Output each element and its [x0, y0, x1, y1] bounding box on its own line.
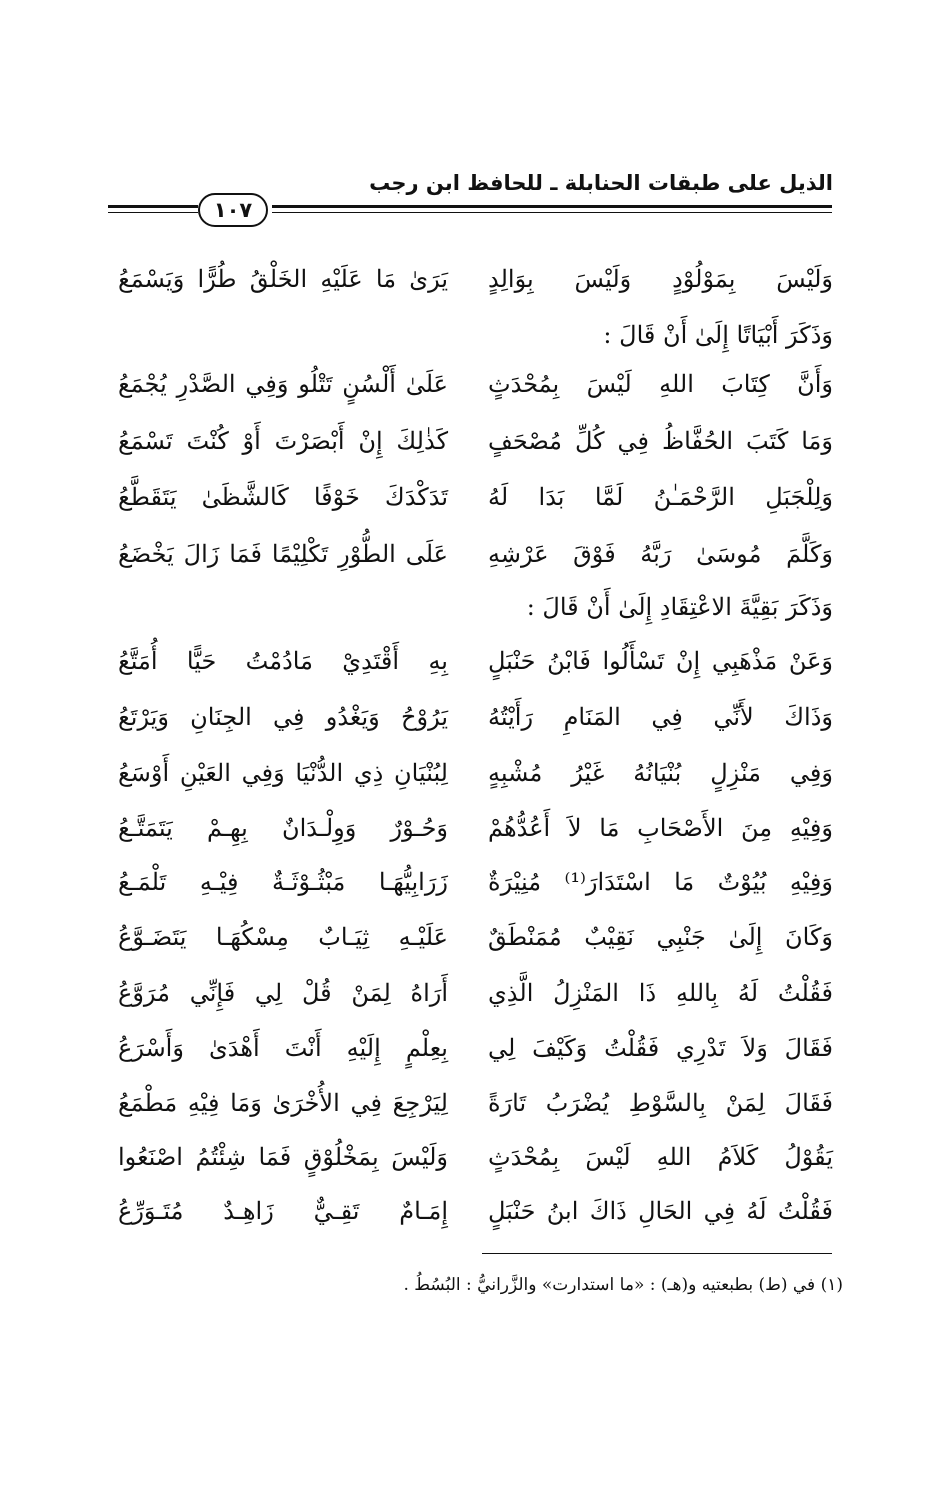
verse-second-hemistich: يَرُوْحُ وَيَغْدُو فِي الجِنَانِ وَيَرْتَعُ — [118, 703, 448, 731]
footnote: (١) في (ط) بطبعتيه و(هـ) : «ما استدارت» والزَّرانيُّ : البُسُطُ . — [403, 1275, 843, 1295]
verse-second-hemistich: لِيَرْجِعَ فِي الأُخْرَىٰ وَمَا فِيْهِ مَطْمَعُ — [118, 1089, 448, 1117]
verse-first-hemistich: وَفِيْهِ بُيُوْتٌ مَا اسْتَدَارَ⁽¹⁾ مُنِيْرَةٌ — [488, 868, 833, 896]
verse-second-hemistich: زَرَابِيُّهَـا مَبْثُـوْثَـةٌ فِيْـهِ تَلْمَـعُ — [118, 868, 448, 896]
verse-first-hemistich: فَقَالَ لِمَنْ بِالسَّوْطِ يُضْرَبُ تَارَةً — [488, 1089, 833, 1117]
verse-first-hemistich: وَكَلَّمَ مُوسَىٰ رَبَّهُ فَوْقَ عَرْشِهِ — [488, 540, 833, 568]
prose-line: وَذَكَرَ أَبْيَاتًا إِلَىٰ أَنْ قَالَ : — [603, 321, 833, 349]
page-number-badge: ١٠٧ — [198, 193, 268, 227]
verse-second-hemistich: بِهِ أَقْتَدِيْ مَادُمْتُ حَيًّا أُمَتَّعُ — [118, 647, 448, 675]
verse-second-hemistich: وَلَيْسَ بِمَخْلُوْقٍ فَمَا شِئْتُمُ اصْنَعُوا — [118, 1143, 448, 1171]
verse-first-hemistich: يَقُوْلُ كَلاَمُ اللهِ لَيْسَ بِمُحْدَثٍ — [488, 1143, 833, 1171]
running-header-title: الذيل على طبقات الحنابلة ـ للحافظ ابن رجب — [369, 171, 833, 195]
verse-second-hemistich: تَدَكْدَكَ خَوْفًا كَالشَّظَىٰ يَتَقَطَّعُ — [118, 483, 448, 511]
verse-second-hemistich: يَرَىٰ مَا عَلَيْهِ الخَلْقُ طُرًّا وَيَسْمَعُ — [118, 265, 448, 293]
verse-second-hemistich: وَحُـوْرٌ وَوِلْـدَانٌ بِهِـمْ يَتَمَتَّـعُ — [118, 814, 448, 842]
verse-second-hemistich: كَذٰلِكَ إِنْ أَبْصَرْتَ أَوْ كُنْتَ تَسْمَعُ — [118, 427, 448, 455]
verse-second-hemistich: بِعِلْمٍ إِلَيْهِ أَنْتَ أَهْدَىٰ وَأَسْرَعُ — [118, 1034, 448, 1062]
prose-line: وَذَكَرَ بَقِيَّةَ الاعْتِقَادِ إِلَىٰ أَنْ قَالَ : — [526, 593, 833, 621]
verse-first-hemistich: وَلِلْجَبَلِ الرَّحْمَـٰنُ لَمَّا بَدَا لَهُ — [488, 483, 833, 511]
verse-second-hemistich: عَلَيْـهِ ثِيَـابٌ مِسْكُهَـا يَتَضَـوَّعُ — [118, 923, 448, 951]
header-rule — [108, 205, 198, 208]
verse-first-hemistich: فَقَالَ وَلاَ تَدْرِي فَقُلْتُ وَكَيْفَ لِي — [488, 1034, 833, 1062]
verse-first-hemistich: فَقُلْتُ لَهُ فِي الحَالِ ذَاكَ ابنُ حَنْبَلٍ — [488, 1197, 833, 1225]
verse-second-hemistich: عَلَى الطُّوْرِ تَكْلِيْمًا فَمَا زَالَ يَخْضَعُ — [118, 540, 448, 568]
verse-first-hemistich: وَأَنَّ كِتَابَ اللهِ لَيْسَ بِمُحْدَثٍ — [488, 370, 833, 398]
verse-second-hemistich: عَلَىٰ أَلْسُنٍ تَتْلُو وَفِي الصَّدْرِ يُجْمَعُ — [118, 370, 448, 398]
header-rule — [272, 205, 832, 208]
verse-second-hemistich: لِبُنْيَانِ ذِي الدُّنْيَا وَفِي العَيْنِ أَوْسَعُ — [118, 759, 448, 787]
header-rule-thin — [272, 212, 832, 213]
footnote-separator — [482, 1253, 832, 1254]
verse-first-hemistich: وَفِيْهِ مِنَ الأَصْحَابِ مَا لاَ أَعُدُّهُمْ — [488, 814, 833, 842]
header-rule-thin — [108, 212, 198, 213]
verse-first-hemistich: وَلَيْسَ بِمَوْلُوْدٍ وَلَيْسَ بِوَالِدٍ — [488, 265, 833, 293]
verse-first-hemistich: وَفِي مَنْزِلٍ بُنْيَانُهُ غَيْرُ مُشْبِهٍ — [488, 759, 833, 787]
verse-second-hemistich: إِمَـامٌ تَقِـيٌّ زَاهِـدٌ مُتَـوَرِّعُ — [118, 1197, 448, 1225]
verse-first-hemistich: وَكَانَ إِلَىٰ جَنْبِي نَقِيْبٌ مُمَنْطَقٌ — [488, 923, 833, 951]
verse-second-hemistich: أَرَاهُ لِمَنْ قُلْ لِي فَإِنِّي مُرَوَّعُ — [118, 979, 448, 1007]
verse-first-hemistich: وَعَنْ مَذْهَبِي إِنْ تَسْأَلُوا فَابْنُ حَنْبَلٍ — [488, 647, 833, 675]
verse-first-hemistich: وَمَا كَتَبَ الحُفَّاظُ فِي كُلِّ مُصْحَفٍ — [488, 427, 833, 455]
verse-first-hemistich: وَذَاكَ لأَنِّي فِي المَنَامِ رَأَيْتُهُ — [488, 703, 833, 731]
verse-first-hemistich: فَقُلْتُ لَهُ بِاللهِ ذَا المَنْزِلُ الَّذِي — [488, 979, 833, 1007]
